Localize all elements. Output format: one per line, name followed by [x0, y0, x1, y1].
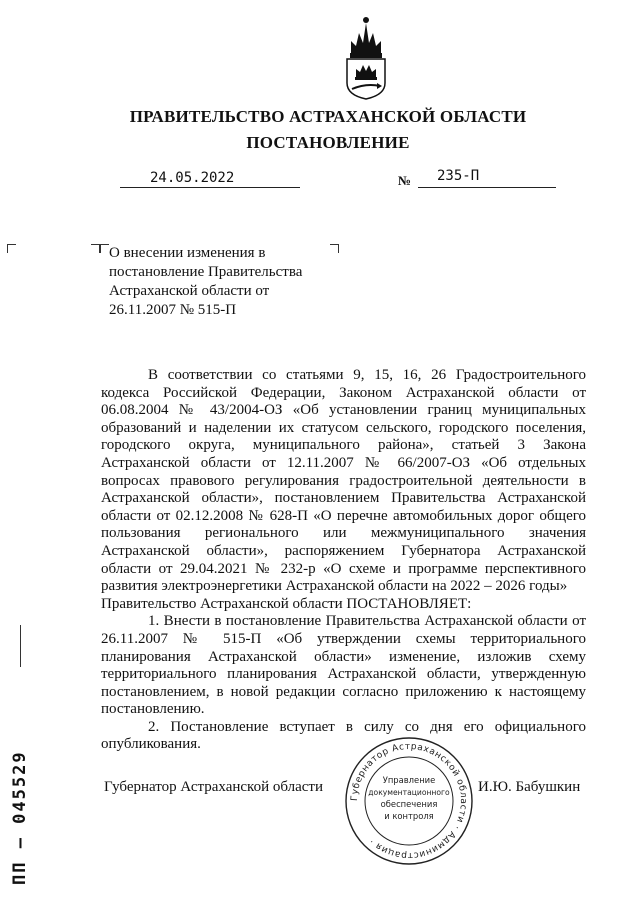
signatory-title: Губернатор Астраханской области [104, 779, 324, 795]
stamp-line-4: и контроля [384, 811, 434, 821]
stamp-line-2: документационного [368, 788, 450, 797]
item-1-paragraph: 1. Внести в постановление Правительства Астраханской области от 26.11.2007 № 515-П «Об утверждении схемы территориального планирования Астраханской области» изменение, изложив схему территориального планирования Астраханской области, утвержденную постановлением, в новой редакции согласно приложению к настоящему постановлению. [101, 613, 586, 718]
preamble-paragraph: В соответствии со статьями 9, 15, 16, 26 Градостроительного кодекса Российской Федерации, Законом Астраханской области от 06.08.2004 № 43/2004-ОЗ «Об установлении границ муниципальных образований и наделении их статусом сельского, городского поселения, городского округа, муниципального района», статьей 3 Закона Астраханской области от 12.11.2007 № 66/2007-ОЗ «Об отдельных вопросах правового регулирования градостроительной деятельности в Астраханской области», постановлением Правительства Астраханской области от 02.12.2008 № 628-П «О перечне автомобильных дорог общего пользования регионального или межмуниципального значения Астраханской области», распоряжением Губернатора Астраханской области от 29.04.2021 № 232-р «О схеме и программе перспективного развития электроэнергетики Астраханской области на 2022 – 2026 годы» [101, 367, 586, 595]
corner-mark-subject-left [91, 244, 100, 253]
document-number: 235-П [437, 168, 480, 184]
official-stamp [343, 735, 475, 867]
margin-registration-number: ПП – 045529 [10, 750, 30, 885]
number-sign: № [398, 173, 412, 188]
stamp-ring-text: Губернатор Астраханской области · Администрация · [349, 741, 469, 861]
stamp-line-1: Управление [382, 775, 436, 785]
coat-of-arms-emblem [341, 13, 391, 101]
margin-line [20, 625, 21, 667]
resolves-line: Правительство Астраханской области ПОСТАНОВЛЯЕТ: [101, 595, 472, 612]
number-underline [418, 187, 556, 188]
corner-mark-left [7, 244, 16, 253]
stamp-line-3: обеспечения [380, 799, 438, 809]
document-date: 24.05.2022 [150, 170, 235, 186]
government-title: ПРАВИТЕЛЬСТВО АСТРАХАНСКОЙ ОБЛАСТИ [129, 107, 527, 126]
item-2-paragraph: 2. Постановление вступает в силу со дня его официального опубликования. [101, 718, 586, 753]
document-type: ПОСТАНОВЛЕНИЕ [246, 133, 410, 152]
document-body [101, 367, 586, 754]
signatory-name: И.Ю. Бабушкин [478, 779, 581, 795]
document-subject: О внесении изменения в постановление Правительства Астраханской области от 26.11.2007 № 515-П [109, 245, 303, 318]
corner-mark-subject-left-2 [100, 244, 109, 253]
corner-mark-subject-right [330, 244, 339, 253]
date-underline [120, 187, 300, 188]
